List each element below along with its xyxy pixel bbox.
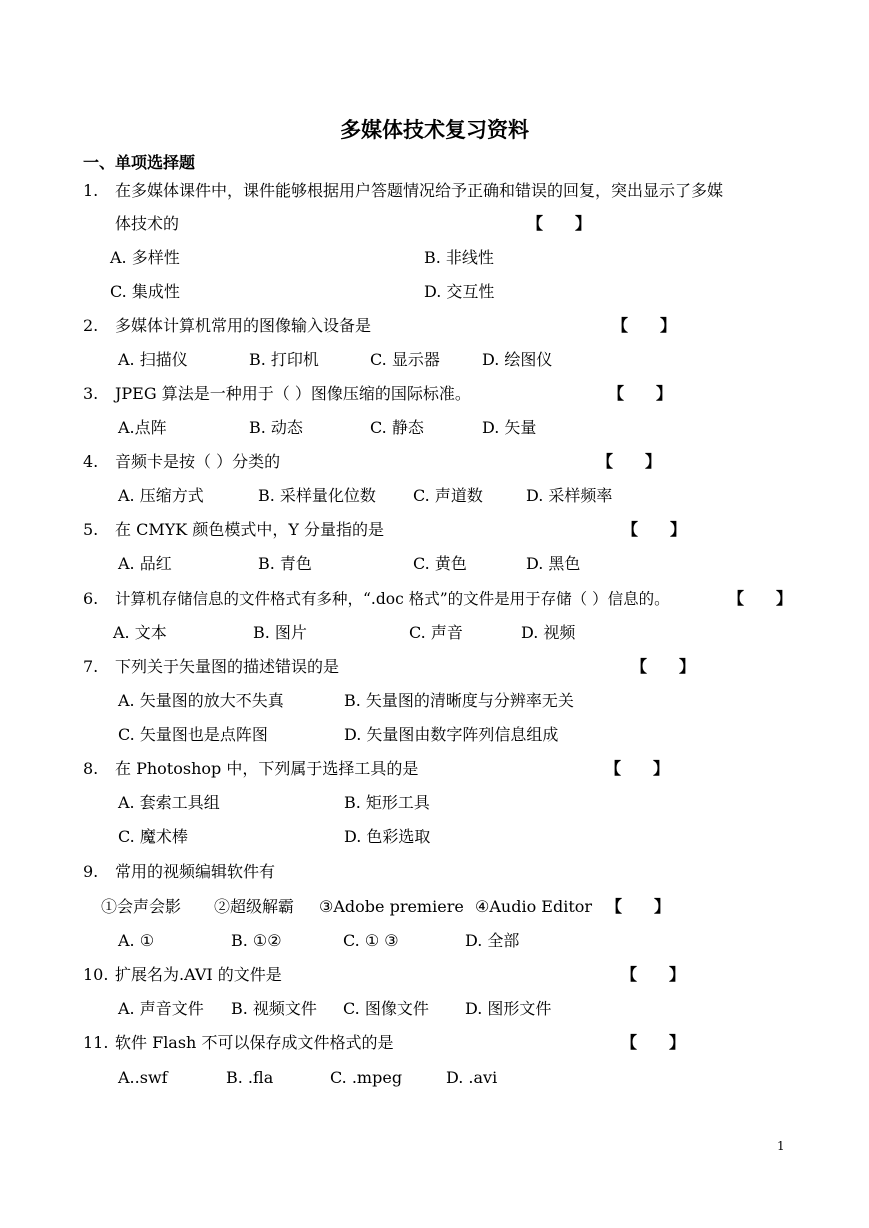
option: B. 图片	[253, 623, 307, 642]
option: D. 绘图仪	[482, 350, 553, 369]
question-number: 8.	[83, 759, 99, 778]
question-number: 9.	[83, 862, 99, 881]
option: C. .mpeg	[330, 1068, 403, 1087]
option: B. 动态	[249, 418, 303, 437]
option: C. 黄色	[413, 554, 467, 573]
option: D. 全部	[465, 931, 520, 950]
question-text: 常用的视频编辑软件有	[115, 862, 276, 881]
question-text: 下列关于矢量图的描述错误的是	[115, 657, 340, 676]
answer-bracket: 【 】	[608, 384, 673, 403]
option: B. 采样量化位数	[258, 486, 376, 505]
answer-bracket: 【 】	[605, 759, 670, 778]
option: B. .fla	[226, 1068, 274, 1087]
answer-bracket: 【 】	[631, 657, 696, 676]
option: A. 文本	[113, 623, 167, 642]
option: A. 品红	[118, 554, 172, 573]
option: C. 魔术棒	[118, 827, 188, 846]
option: C. 集成性	[110, 282, 180, 301]
option: A. 矢量图的放大不失真	[118, 691, 284, 710]
option: D. 交互性	[424, 282, 495, 301]
option: D. 色彩选取	[344, 827, 431, 846]
option: C. 图像文件	[343, 999, 429, 1018]
answer-bracket: 【 】	[606, 897, 671, 916]
option: C. ① ③	[343, 931, 399, 950]
answer-bracket: 【 】	[612, 316, 677, 335]
software-item: ②超级解霸	[214, 897, 295, 916]
option: B. 矢量图的清晰度与分辨率无关	[344, 691, 574, 710]
answer-bracket: 【 】	[621, 1033, 686, 1052]
question-text-cont: 体技术的	[115, 214, 180, 233]
question-number: 3.	[83, 384, 99, 403]
option: B. 打印机	[249, 350, 319, 369]
option: B. 视频文件	[231, 999, 317, 1018]
option: C. 静态	[370, 418, 424, 437]
option: A. 套索工具组	[118, 793, 220, 812]
page-title: 多媒体技术复习资料	[340, 118, 529, 142]
option: B. 非线性	[424, 248, 494, 267]
question-text: 在 CMYK 颜色模式中，Y 分量指的是	[115, 520, 384, 539]
option: A. 扫描仪	[118, 350, 188, 369]
option: A.点阵	[118, 418, 167, 437]
option: D. 矢量图由数字阵列信息组成	[344, 725, 559, 744]
answer-bracket: 【 】	[622, 520, 687, 539]
question-number: 6.	[83, 589, 99, 608]
question-number: 10.	[83, 965, 109, 984]
answer-bracket: 【 】	[728, 589, 793, 608]
question-text: 软件 Flash 不可以保存成文件格式的是	[115, 1033, 394, 1052]
question-text: 在 Photoshop 中，下列属于选择工具的是	[115, 759, 419, 778]
page-number: 1	[777, 1139, 785, 1153]
question-number: 2.	[83, 316, 99, 335]
question-number: 4.	[83, 452, 99, 471]
option: D. 视频	[521, 623, 576, 642]
option: B. 矩形工具	[344, 793, 430, 812]
option: A. 多样性	[110, 248, 180, 267]
option: C. 显示器	[370, 350, 440, 369]
option: C. 声音	[409, 623, 463, 642]
option: C. 矢量图也是点阵图	[118, 725, 268, 744]
question-number: 1.	[83, 181, 99, 200]
option: A..swf	[118, 1068, 168, 1087]
option: C. 声道数	[413, 486, 483, 505]
option: A. 压缩方式	[118, 486, 204, 505]
answer-bracket: 【 】	[597, 452, 662, 471]
option: B. 青色	[258, 554, 312, 573]
option: D. 采样频率	[526, 486, 613, 505]
option: B. ①②	[231, 931, 282, 950]
question-text: 扩展名为.AVI 的文件是	[115, 965, 282, 984]
software-item: ①会声会影	[101, 897, 182, 916]
question-number: 11.	[83, 1033, 109, 1052]
software-item: ④Audio Editor	[475, 897, 593, 916]
option: D. 图形文件	[465, 999, 552, 1018]
question-text: 多媒体计算机常用的图像输入设备是	[115, 316, 372, 335]
option: D. .avi	[446, 1068, 498, 1087]
option: A. 声音文件	[118, 999, 204, 1018]
answer-bracket: 【 】	[527, 214, 592, 233]
option: D. 黑色	[526, 554, 581, 573]
question-text: 音频卡是按（ ）分类的	[115, 452, 281, 471]
option: D. 矢量	[482, 418, 537, 437]
software-item: ③Adobe premiere	[319, 897, 464, 916]
option: A. ①	[118, 931, 155, 950]
question-text: JPEG 算法是一种用于（ ）图像压缩的国际标准。	[115, 384, 471, 403]
question-text: 在多媒体课件中，课件能够根据用户答题情况给予正确和错误的回复，突出显示了多媒	[115, 181, 724, 200]
question-text: 计算机存储信息的文件格式有多种，“.doc 格式”的文件是用于存储（ ）信息的。	[115, 590, 670, 608]
answer-bracket: 【 】	[621, 965, 686, 984]
section-heading: 一、单项选择题	[83, 153, 196, 172]
question-number: 7.	[83, 657, 99, 676]
question-number: 5.	[83, 520, 99, 539]
